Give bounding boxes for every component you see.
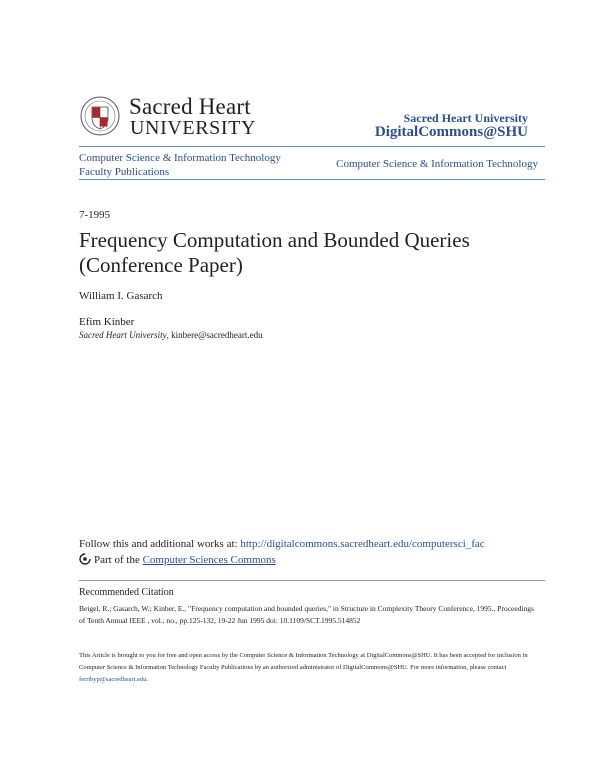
affiliation-institution: Sacred Heart University bbox=[79, 330, 167, 340]
part-of-prefix: Part of the bbox=[94, 554, 143, 566]
network-commons-icon bbox=[79, 553, 91, 565]
recommended-citation-heading: Recommended Citation bbox=[79, 587, 174, 598]
citation-divider bbox=[79, 580, 545, 581]
follow-url-link[interactable]: http://digitalcommons.sacredheart.edu/computersci_fac bbox=[240, 538, 485, 550]
computer-sciences-commons-link[interactable]: Computer Sciences Commons bbox=[142, 554, 276, 566]
follow-line bbox=[79, 538, 485, 550]
logo-wordmark-line2: UNIVERSITY bbox=[130, 117, 256, 139]
notice-text: This Article is brought to you for free and open access by the Computer Science & Information Technology at DigitalCommons@SHU. It has been accepted for inclusion in Computer Science & Information Technology Faculty Publications by an authorized administrator of DigitalCommons@SHU. For more information, please contact bbox=[79, 652, 528, 671]
notice-end: . bbox=[146, 676, 149, 683]
affiliation-email[interactable]: , kinbere@sacredheart.edu bbox=[166, 330, 263, 340]
follow-prefix: Follow this and additional works at: bbox=[79, 538, 241, 550]
collection-link-left[interactable]: Computer Science & Information Technology Faculty Publications bbox=[79, 152, 281, 178]
collection-link-right[interactable]: Computer Science & Information Technology bbox=[336, 158, 538, 170]
part-of-line bbox=[79, 553, 276, 566]
repository-name[interactable]: DigitalCommons@SHU bbox=[374, 124, 528, 140]
logo-wordmark-line1: Sacred Heart bbox=[129, 94, 251, 119]
citation-text: Beigel, R.; Gasarch, W.; Kinber, E., "Frequency computation and bounded queries," in Structure in Complexity Theory Conference, 1995., Proceedings of Tenth Annual IEEE , vol., no., pp.125-132, 19-22 Jun 1995 doi: 10.1109/SCT.1995.514852 bbox=[79, 604, 534, 625]
author-2-affiliation bbox=[79, 330, 263, 340]
article-title: Frequency Computation and Bounded Queries (Conference Paper) bbox=[79, 228, 470, 277]
university-seal-icon bbox=[80, 96, 120, 136]
publication-date: 7-1995 bbox=[79, 209, 111, 221]
header-divider-bottom bbox=[79, 179, 545, 180]
header-divider-top bbox=[79, 146, 545, 147]
repository-institution[interactable]: Sacred Heart University bbox=[403, 111, 528, 125]
author-2: Efim Kinber bbox=[79, 316, 135, 328]
author-1: William I. Gasarch bbox=[79, 290, 163, 302]
access-notice bbox=[79, 650, 549, 686]
contact-email-link[interactable]: ferribyp@sacredheart.edu bbox=[79, 676, 147, 683]
